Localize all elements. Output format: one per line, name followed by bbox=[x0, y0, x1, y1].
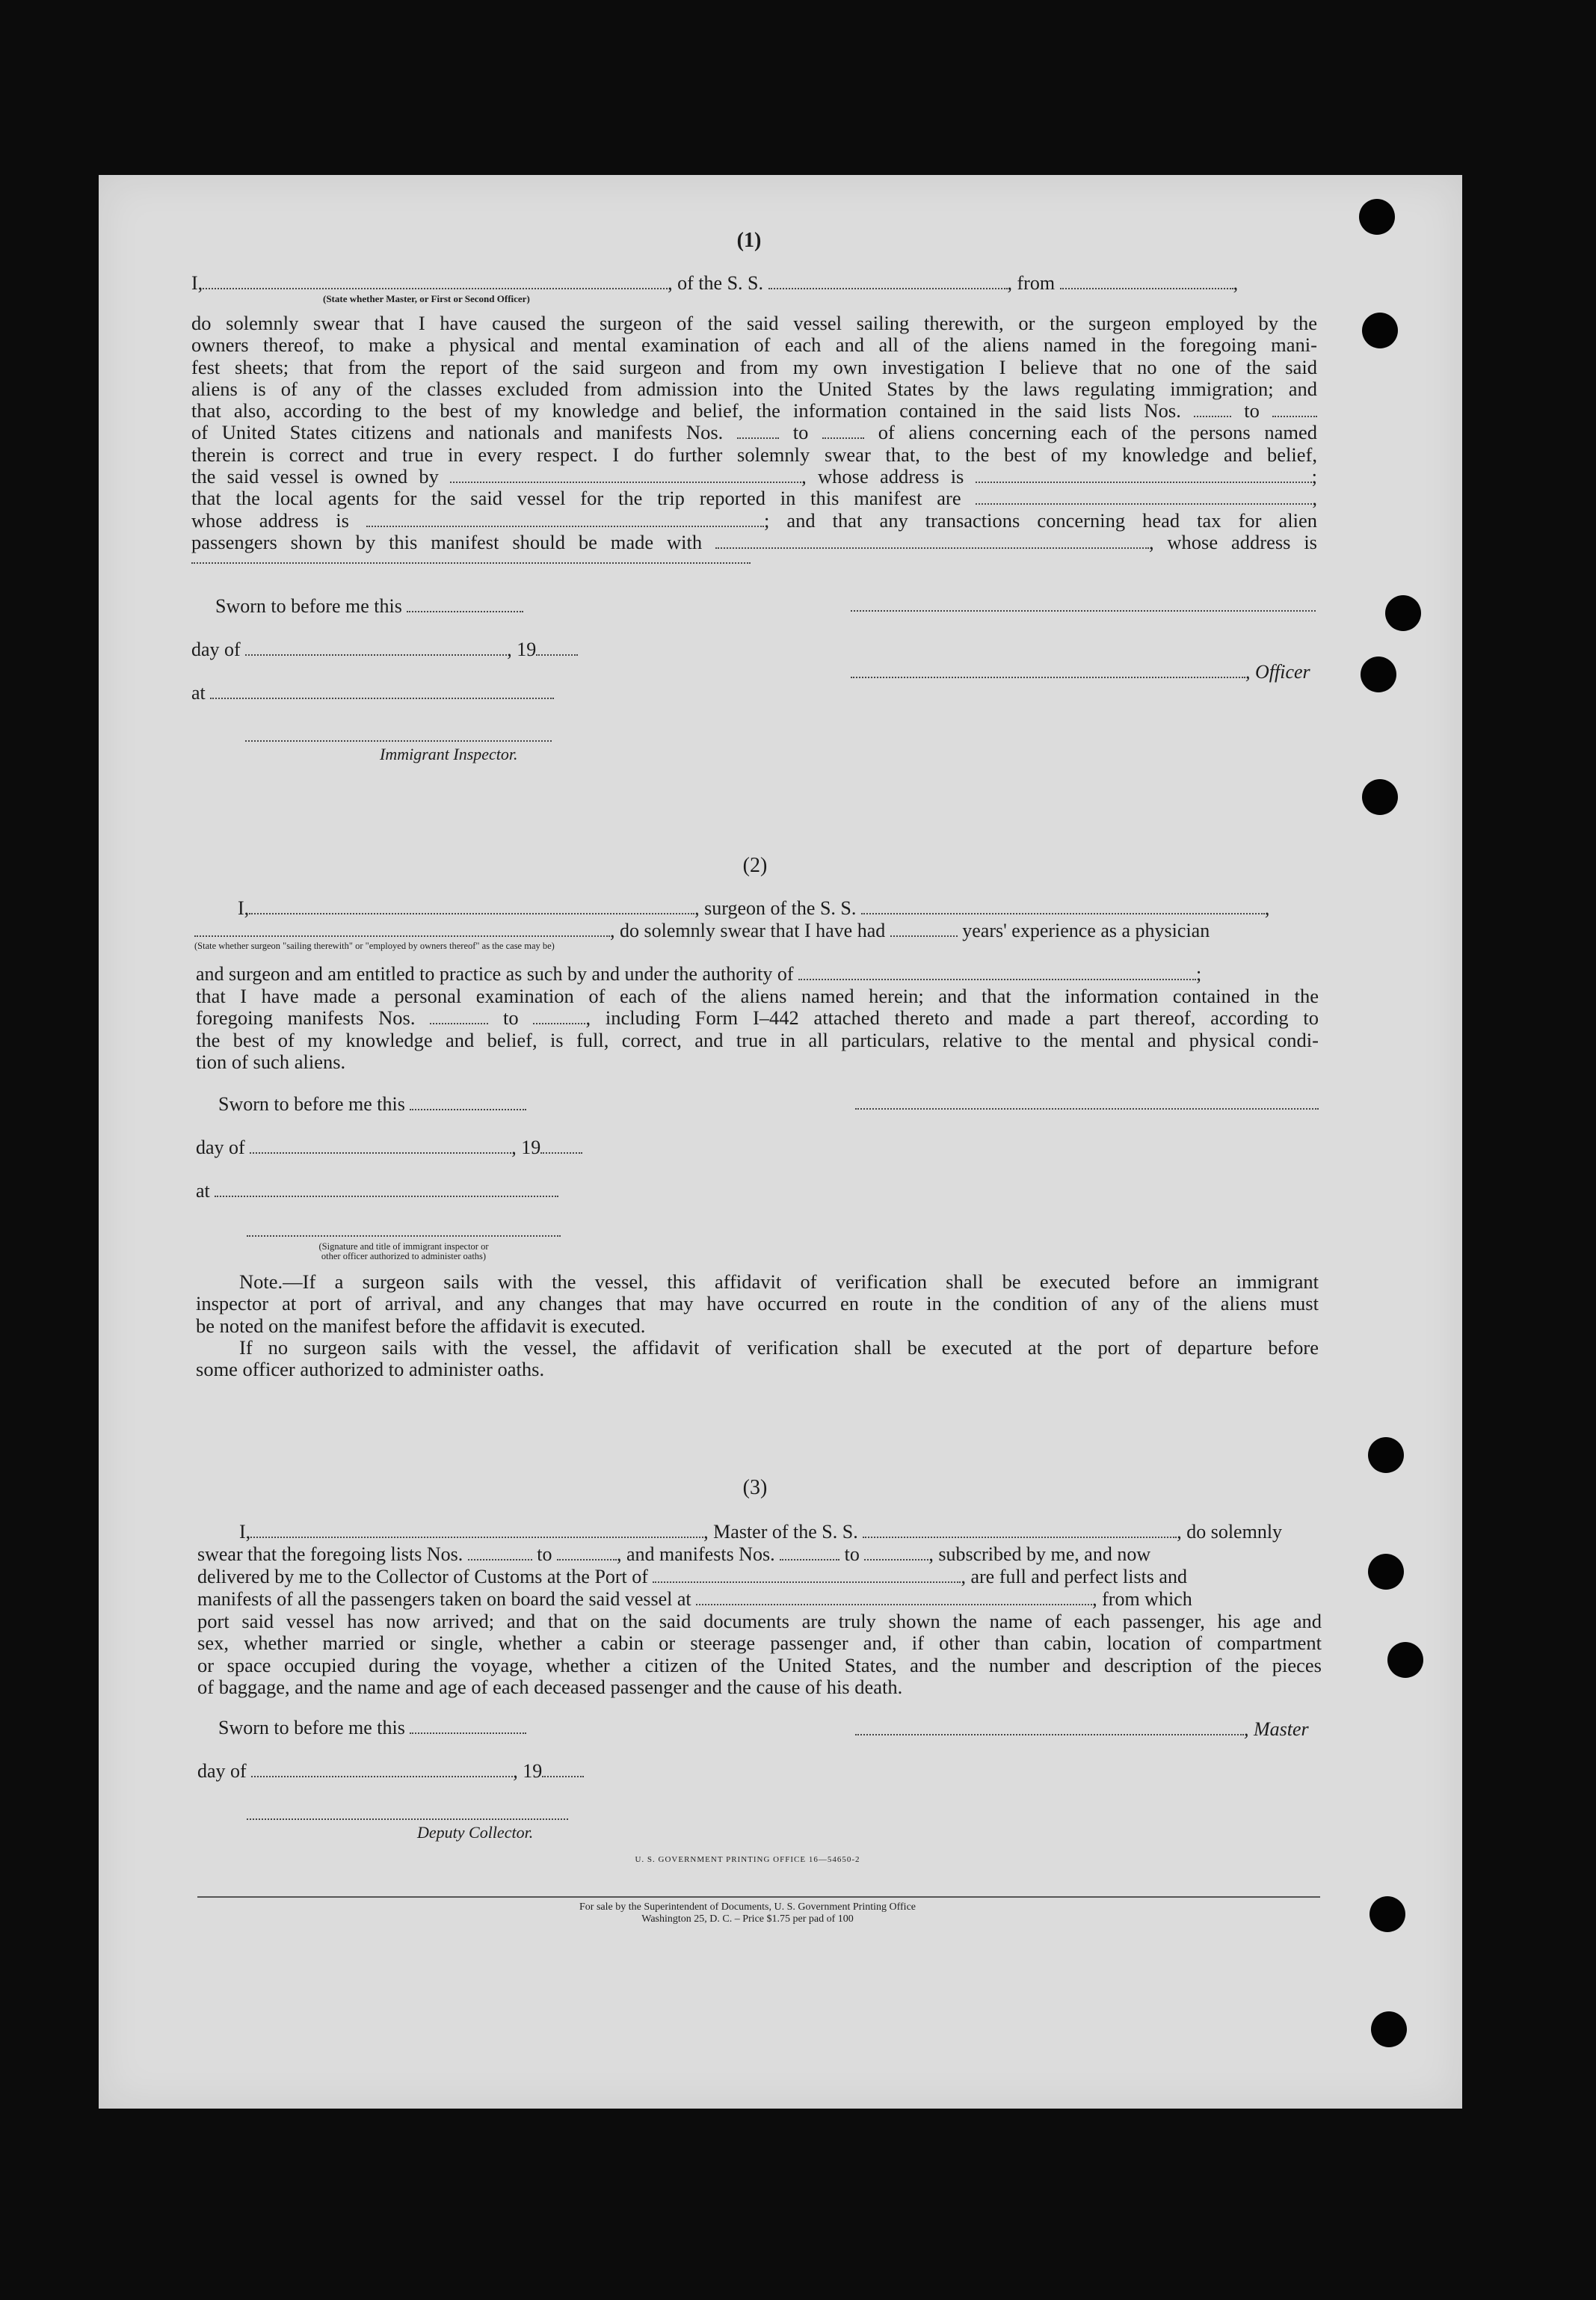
s3-line1: I, , Master of the S. S. , do solemnly bbox=[239, 1521, 1283, 1543]
punch-hole bbox=[1362, 779, 1398, 815]
s2-inspector-line bbox=[247, 1235, 561, 1237]
s2-at: at bbox=[196, 1180, 558, 1202]
s1-address-line bbox=[191, 562, 751, 564]
s2-sig-caption-1: (Signature and title of immigrant inspector or bbox=[318, 1241, 489, 1252]
section-3-number: (3) bbox=[742, 1476, 768, 1499]
s2-signature-line bbox=[855, 1108, 1319, 1110]
s1-caption: (State whether Master, or First or Second Officer) bbox=[323, 293, 530, 304]
s2-paragraph: that I have made a personal examination of each of the aliens named herein; and that the information contained in the foregoing manifests Nos. to , including Form I–442 attached thereto and made a part thereof, according to the best of my knowledge and belief, is full, correct, and true in all particulars, relative to the mental and physical condi- tion of such aliens. bbox=[196, 985, 1319, 1073]
s2-sworn: Sworn to before me this bbox=[218, 1093, 526, 1116]
s2-caption: (State whether surgeon "sailing therewith" or "employed by owners thereof" as the case may be) bbox=[194, 941, 555, 951]
section-2-number: (2) bbox=[742, 854, 768, 877]
s2-line2: , do solemnly swear that I have had years' experience as a physician bbox=[194, 920, 1210, 942]
sale-notice-2: Washington 25, D. C. – Price $1.75 per pad of 100 bbox=[641, 1913, 854, 1925]
s3-deputy-line bbox=[247, 1818, 568, 1820]
s2-note: Note.—If a surgeon sails with the vessel, this affidavit of verification shall be executed before an immigrant inspector at port of arrival, and any changes that may have occurred en route in the condition of any of the aliens must be noted on the manifest before the affidavit is executed. If no surgeon sails with the vessel, the affidavit of verification shall be executed at the port of departure before some officer authorized to administer oaths. bbox=[196, 1270, 1319, 1381]
s3-line4: manifests of all the passengers taken on board the said vessel at , from which bbox=[197, 1588, 1192, 1610]
punch-hole bbox=[1385, 595, 1421, 631]
punch-hole bbox=[1387, 1642, 1423, 1678]
s2-day-of: day of , 19 bbox=[196, 1137, 582, 1159]
punch-hole bbox=[1369, 1896, 1405, 1932]
punch-hole bbox=[1362, 313, 1398, 348]
s1-inspector-label: Immigrant Inspector. bbox=[380, 745, 518, 763]
s1-line1: I, , of the S. S. , from , bbox=[191, 272, 1239, 294]
s2-line1: I, , surgeon of the S. S. , bbox=[238, 897, 1270, 919]
punch-hole bbox=[1361, 657, 1396, 692]
s3-line2: swear that the foregoing lists Nos. to , and manifests Nos. to , subscribed by me, and now bbox=[197, 1543, 1151, 1565]
punch-hole bbox=[1371, 2011, 1407, 2047]
punch-hole bbox=[1368, 1437, 1404, 1473]
s1-sworn: Sworn to before me this bbox=[215, 595, 523, 618]
footer-rule bbox=[197, 1896, 1320, 1898]
gpo-imprint: U. S. GOVERNMENT PRINTING OFFICE 16—54650-2 bbox=[635, 1855, 860, 1864]
s3-paragraph: port said vessel has now arrived; and that on the said documents are truly shown the name of each passenger, his age and sex, whether married or single, whether a cabin or steerage passenger and, if other than cabin, location of compartment or space occupied during the voyage, whether a citizen of the United States, and the number and description of the pieces of baggage, and the name and age of each deceased passenger and the cause of his death. bbox=[197, 1610, 1322, 1698]
s1-at: at bbox=[191, 682, 554, 704]
s3-master: , Master bbox=[855, 1718, 1309, 1741]
s3-sworn: Sworn to before me this bbox=[218, 1717, 526, 1739]
s3-day-of: day of , 19 bbox=[197, 1760, 584, 1783]
section-1-number: (1) bbox=[736, 229, 762, 252]
s3-line3: delivered by me to the Collector of Customs at the Port of , are full and perfect lists and bbox=[197, 1566, 1187, 1587]
s1-day-of: day of , 19 bbox=[191, 639, 578, 661]
s1-inspector-line bbox=[245, 740, 552, 742]
sale-notice-1: For sale by the Superintendent of Documents, U. S. Government Printing Office bbox=[579, 1901, 916, 1913]
punch-hole bbox=[1359, 199, 1395, 235]
punch-hole bbox=[1368, 1554, 1404, 1590]
s2-line-authority: and surgeon and am entitled to practice as such by and under the authority of ; bbox=[196, 963, 1202, 985]
s1-officer: , Officer bbox=[851, 661, 1310, 683]
s2-sig-caption-2: other officer authorized to administer oaths) bbox=[321, 1251, 487, 1261]
s1-signature-line bbox=[851, 610, 1316, 612]
s1-paragraph: do solemnly swear that I have caused the surgeon of the said vessel sailing therewith, or the surgeon employed by the owners thereof, to make a physical and mental examination of each and all of the aliens named in the foregoing mani- fest sheets; that from the report of the said surgeon and from my own investigation I believe that no one of the said aliens is of any of the classes excluded from admission into the United States by the laws regulating immigration; and that also, according to the best of my knowledge and belief, the information contained in the said lists Nos. to of United States citizens and nationals and manifests Nos. to of aliens concerning each of the persons named therein is correct and true in every respect. I do further solemnly swear that, to the best of my knowledge and belief, the said vessel is owned by , whose address is ; that the local agents for the said vessel for the trip reported in this manifest are , whose address is ; and that any transactions concerning head tax for alien passengers shown by this manifest should be made with , whose address is bbox=[191, 312, 1318, 553]
s3-deputy-label: Deputy Collector. bbox=[417, 1823, 534, 1842]
